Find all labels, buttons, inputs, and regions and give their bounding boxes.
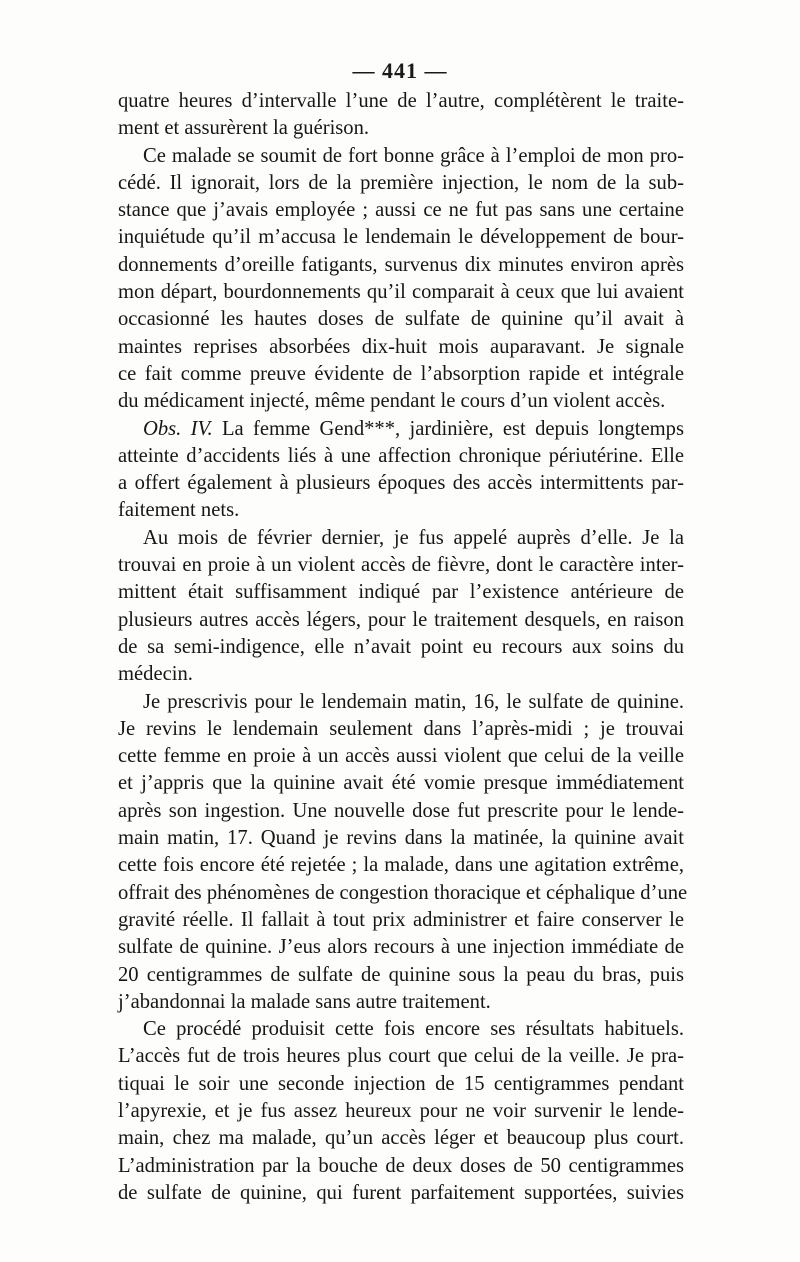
text-line: de sa semi-indigence, elle n’avait point eu recours aux soins du xyxy=(118,635,684,658)
text-line: plusieurs autres accès légers, pour le traitement desquels, en raison xyxy=(118,608,684,631)
text-line: maintes reprises absorbées dix-huit mois auparavant. Je signale xyxy=(118,335,684,358)
text-line: après son ingestion. Une nouvelle dose fut prescrite pour le lende- xyxy=(118,799,684,822)
text-line: médecin. xyxy=(118,663,193,686)
text-line: j’abandonnai la malade sans autre traitement. xyxy=(118,990,491,1013)
text-line: ment et assurèrent la guérison. xyxy=(118,117,370,140)
text-line: 20 centigrammes de sulfate de quinine sous la peau du bras, puis xyxy=(118,963,684,986)
text-line: occasionné les hautes doses de sulfate de quinine qu’il avait à xyxy=(118,308,684,331)
text-line: Je prescrivis pour le lendemain matin, 16, le sulfate de quinine. xyxy=(143,690,684,713)
text-line: ce fait comme preuve évidente de l’absorption rapide et intégrale xyxy=(118,362,684,385)
text-line: cette femme en proie à un accès aussi violent que celui de la veille xyxy=(118,745,684,768)
text-line: cette fois encore été rejetée ; la malade, dans une agitation extrême, xyxy=(118,854,684,877)
text-line: mittent était suffisamment indiqué par l’existence antérieure de xyxy=(118,581,684,604)
text-line: main matin, 17. Quand je revins dans la matinée, la quinine avait xyxy=(118,827,684,850)
text-line: du médicament injecté, même pendant le cours d’un violent accès. xyxy=(118,390,666,413)
observation-label: Obs. IV. xyxy=(143,417,213,440)
text-line: Au mois de février dernier, je fus appelé auprès d’elle. Je la xyxy=(143,526,684,549)
text-line: mon départ, bourdonnements qu’il comparait à ceux que lui avaient xyxy=(118,281,684,304)
text-line: inquiétude qu’il m’accusa le lendemain le développement de bour- xyxy=(118,226,684,249)
text-line: Ce malade se soumit de fort bonne grâce à l’emploi de mon pro- xyxy=(143,144,684,167)
text-line-rest: La femme Gend***, jardinière, est depuis longtemps xyxy=(212,417,684,440)
text-line: cédé. Il ignorait, lors de la première injection, le nom de la sub- xyxy=(118,171,684,194)
text-line: Ce procédé produisit cette fois encore ses résultats habituels. xyxy=(143,1018,684,1041)
text-line: offrait des phénomènes de congestion thoracique et céphalique d’une xyxy=(118,881,688,904)
text-line xyxy=(118,416,684,443)
text-line: trouvai en proie à un violent accès de fièvre, dont le caractère inter- xyxy=(118,554,684,577)
text-line: L’accès fut de trois heures plus court que celui de la veille. Je pra- xyxy=(118,1045,684,1068)
text-line: donnements d’oreille fatigants, survenus dix minutes environ après xyxy=(118,253,684,276)
text-line: gravité réelle. Il fallait à tout prix administrer et faire conserver le xyxy=(118,908,684,931)
text-line: stance que j’avais employée ; aussi ce ne fut pas sans une certaine xyxy=(118,199,684,222)
text-line: L’administration par la bouche de deux doses de 50 centigrammes xyxy=(118,1154,684,1177)
body-text xyxy=(118,88,688,1207)
text-line: de sulfate de quinine, qui furent parfaitement supportées, suivies xyxy=(118,1181,684,1204)
text-line: main, chez ma malade, qu’un accès léger et beaucoup plus court. xyxy=(118,1127,684,1150)
page-number: — 441 — xyxy=(352,58,448,83)
text-line: faitement nets. xyxy=(118,499,240,522)
text-line: l’apyrexie, et je fus assez heureux pour ne voir survenir le lende- xyxy=(118,1099,684,1122)
text-line: a offert également à plusieurs époques des accès intermittents par- xyxy=(118,472,684,495)
text-line: sulfate de quinine. J’eus alors recours à une injection immédiate de xyxy=(118,936,684,959)
text-line: atteinte d’accidents liés à une affection chronique périutérine. Elle xyxy=(118,444,684,467)
text-line: Je revins le lendemain seulement dans l’après-midi ; je trouvai xyxy=(118,717,684,740)
text-line: quatre heures d’intervalle l’une de l’autre, complétèrent le traite- xyxy=(118,90,684,112)
text-line: et j’appris que la quinine avait été vomie presque immédiatement xyxy=(118,772,684,795)
text-line: tiquai le soir une seconde injection de 15 centigrammes pendant xyxy=(118,1072,684,1095)
